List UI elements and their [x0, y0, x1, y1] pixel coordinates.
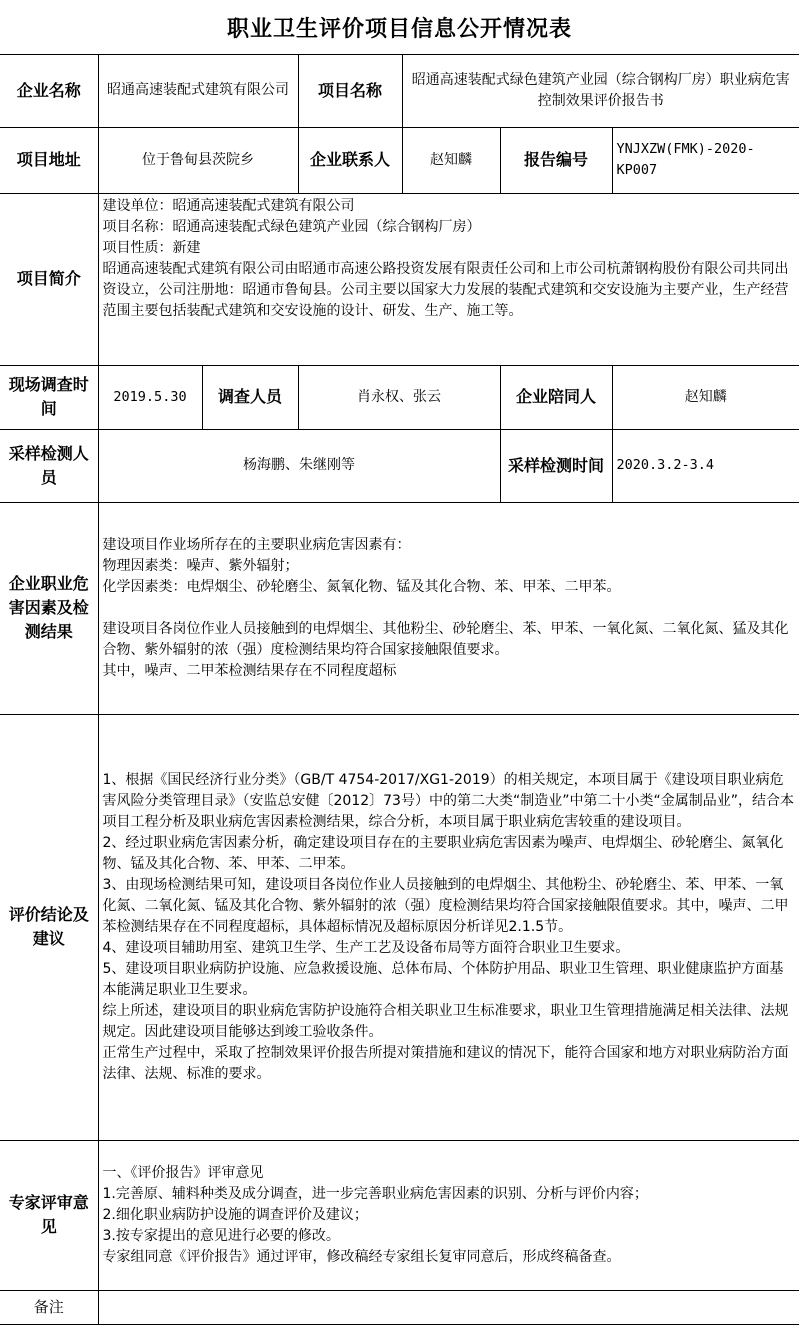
hazards-line: 建设项目作业场所存在的主要职业病危害因素有：: [102, 536, 411, 553]
sampling-time-value: 2020.3.2-3.4: [612, 429, 799, 502]
hazards-line: 其中，噪声、二甲苯检测结果存在不同程度超标: [102, 662, 397, 679]
summary-line: 昭通高速装配式建筑有限公司由昭通市高速公路投资发展有限责任公司和上市公司杭萧钢构股份有限公司共同出资设立，公司注册地：昭通市鲁甸县。公司主要以国家大力发展的装配式建筑和交安设施为主要产业，生产经营范围主要包括装配式建筑和交安设施的设计、研发、生产、施工等。: [102, 260, 789, 319]
hazards-line: 化学因素类：电焊烟尘、砂轮磨尘、氮氧化物、锰及其化合物、苯、甲苯、二甲苯。: [102, 578, 621, 595]
remark-label: 备注: [0, 1290, 98, 1324]
row-address: [0, 127, 799, 193]
company-name-label: 企业名称: [0, 55, 98, 127]
conclusion-line: 4、建设项目辅助用室、建筑卫生学、生产工艺及设备布局等方面符合职业卫生要求。: [102, 939, 630, 956]
expert-opinion-text: [98, 1140, 799, 1290]
project-summary-text: [98, 193, 799, 365]
conclusion-label: 评价结论及建议: [0, 714, 98, 1140]
info-table: [0, 55, 799, 1325]
report-number-value: YNJXZW(FMK)-2020-KP007: [612, 127, 799, 193]
row-company: [0, 55, 799, 127]
project-address-label: 项目地址: [0, 127, 98, 193]
hazards-blank-line: [103, 598, 796, 619]
row-expert: [0, 1140, 799, 1290]
row-sampling: [0, 429, 799, 502]
conclusion-line: 5、建设项目职业病防护设施、应急救援设施、总体布局、个体防护用品、职业卫生管理、职业健康监护方面基本能满足职业卫生要求。: [102, 960, 784, 998]
expert-opinion-label: 专家评审意见: [0, 1140, 98, 1290]
hazards-line: 建设项目各岗位作业人员接触到的电焊烟尘、其他粉尘、砂轮磨尘、苯、甲苯、一氧化氮、二氧化氮、猛及其化合物、紫外辐射的浓（强）度检测结果均符合国家接触限值要求。: [102, 620, 789, 658]
expert-line: 2.细化职业病防护设施的调查评价及建议；: [102, 1206, 368, 1223]
row-conclusion: [0, 714, 799, 1140]
company-contact-value: 赵知麟: [402, 127, 500, 193]
sheet-title: 职业卫生评价项目信息公开情况表: [0, 0, 799, 55]
hazards-label: 企业职业危害因素及检测结果: [0, 502, 98, 714]
escort-value: 赵知麟: [612, 365, 799, 429]
sampling-time-label: 采样检测时间: [500, 429, 612, 502]
summary-line: 建设单位：昭通高速装配式建筑有限公司: [102, 197, 355, 214]
row-survey: [0, 365, 799, 429]
expert-line: 1.完善原、辅料种类及成分调查，进一步完善职业病危害因素的识别、分析与评价内容；: [102, 1185, 648, 1202]
sampling-people-label: 采样检测人员: [0, 429, 98, 502]
summary-line: 项目性质：新建: [102, 239, 201, 256]
conclusion-line: 3、由现场检测结果可知，建设项目各岗位作业人员接触到的电焊烟尘、其他粉尘、砂轮磨尘、苯、甲苯、一氧化氮、二氧化氮、锰及其化合物、紫外辐射的浓（强）度检测结果均符合国家接触限值要求。其中，噪声、二甲苯检测结果存在不同程度超标，具体超标情况及超标原因分析详见2.1.5节。: [102, 876, 789, 935]
survey-date-value: 2019.5.30: [98, 365, 202, 429]
remark-value: [98, 1290, 799, 1324]
expert-line: 专家组同意《评价报告》通过评审，修改稿经专家组长复审同意后，形成终稿备查。: [102, 1248, 621, 1265]
project-summary-label: 项目简介: [0, 193, 98, 365]
investigators-value: 肖永权、张云: [298, 365, 500, 429]
summary-line: 项目名称：昭通高速装配式绿色建筑产业园（综合钢构厂房）: [102, 218, 481, 235]
conclusion-line: 1、根据《国民经济行业分类》（GB/T 4754-2017/XG1-2019）的相关规定，本项目属于《建设项目职业病危害风险分类管理目录》（安监总安健〔2012〕73号）中的第二大类“制造业”中第二十小类“金属制品业”，结合本项目工程分析及职业病危害因素检测结果，综合分析，本项目属于职业病危害较重的建设项目。: [102, 771, 794, 830]
row-remark: [0, 1290, 799, 1324]
expert-line: 3.按专家提出的意见进行必要的修改。: [102, 1227, 340, 1244]
company-name-value: 昭通高速装配式建筑有限公司: [98, 55, 298, 127]
sampling-people-value: 杨海鹏、朱继刚等: [98, 429, 500, 502]
survey-date-label: 现场调查时间: [0, 365, 98, 429]
investigators-label: 调查人员: [202, 365, 298, 429]
escort-label: 企业陪同人: [500, 365, 612, 429]
conclusion-text: [98, 714, 799, 1140]
project-address-value: 位于鲁甸县茨院乡: [98, 127, 298, 193]
project-name-value: 昭通高速装配式绿色建筑产业园（综合钢构厂房）职业病危害控制效果评价报告书: [402, 55, 799, 127]
expert-line: 一、《评价报告》评审意见: [102, 1164, 264, 1181]
hazards-line: 物理因素类：噪声、紫外辐射；: [102, 557, 299, 574]
conclusion-line: 综上所述，建设项目的职业病危害防护设施符合相关职业卫生标准要求，职业卫生管理措施满足相关法律、法规规定。因此建设项目能够达到竣工验收条件。: [102, 1002, 789, 1040]
hazards-text: [98, 502, 799, 714]
conclusion-line: 2、经过职业病危害因素分析，确定建设项目存在的主要职业病危害因素为噪声、电焊烟尘、砂轮磨尘、氮氧化物、锰及其化合物、苯、甲苯、二甲苯。: [102, 834, 784, 872]
report-number-label: 报告编号: [500, 127, 612, 193]
conclusion-line: 正常生产过程中，采取了控制效果评价报告所提对策措施和建议的情况下，能符合国家和地方对职业病防治方面法律、法规、标准的要求。: [102, 1044, 789, 1082]
project-name-label: 项目名称: [298, 55, 402, 127]
row-hazards: [0, 502, 799, 714]
row-summary: [0, 193, 799, 365]
company-contact-label: 企业联系人: [298, 127, 402, 193]
